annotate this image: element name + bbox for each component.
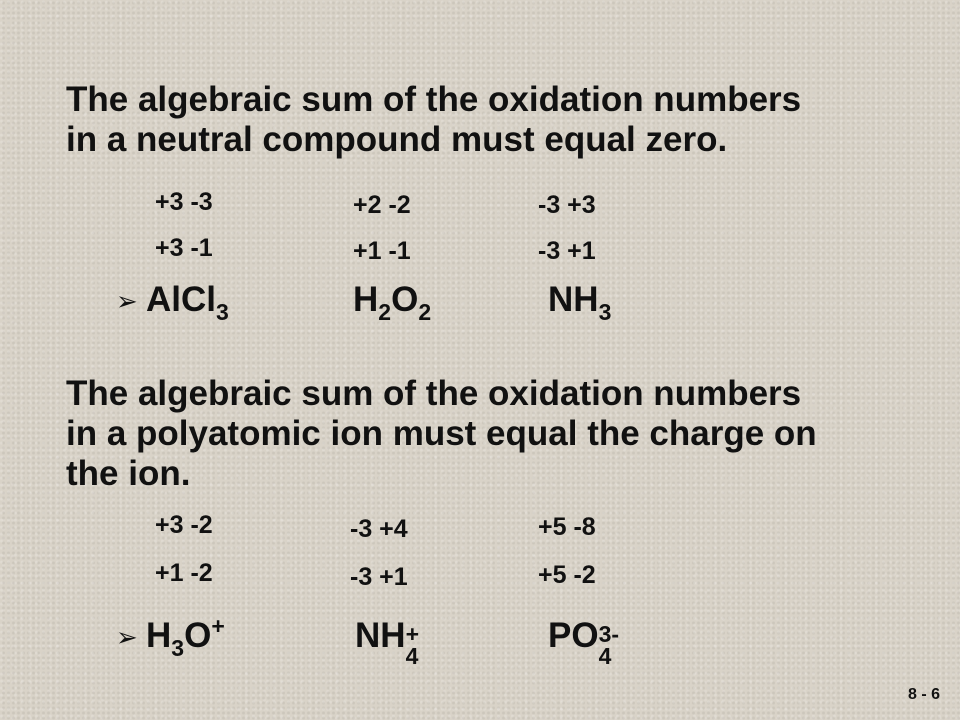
formula-nh4-plus: NH + 4 [355, 616, 419, 669]
nh4-mid-oxidation: -3 +1 [350, 563, 408, 591]
formula-alcl3 [146, 280, 229, 325]
arrow-bullet-icon-2: ➢ [116, 622, 138, 652]
nh3-subscript: 3 [598, 299, 612, 325]
alcl3-top-oxidation: +3 -3 [155, 188, 213, 216]
h2o2-mid-oxidation: +1 -1 [353, 237, 411, 265]
formula-po4-3minus: PO 3- 4 [548, 616, 620, 669]
h2o2-subscript-2: 2 [418, 299, 432, 325]
po4-base: PO [548, 616, 599, 655]
formula-h3o-plus [146, 613, 225, 661]
nh3-base: NH [548, 280, 599, 319]
h3o-base-o: O [184, 616, 212, 655]
h2o2-base-h: H [353, 280, 379, 319]
arrow-bullet-icon: ➢ [116, 286, 138, 316]
nh3-top-oxidation: -3 +3 [538, 191, 596, 219]
nh4-base: NH [355, 616, 406, 655]
alcl3-subscript: 3 [216, 299, 229, 325]
rule-neutral-line-1: The algebraic sum of the oxidation numbers [66, 80, 802, 119]
h3o-charge: + [211, 613, 225, 639]
rule-neutral-line-2: in a neutral compound must equal zero. [66, 120, 728, 159]
slide-number: 8 - 6 [908, 686, 941, 703]
nh4-top-oxidation: -3 +4 [350, 515, 408, 543]
formula-h2o2 [353, 280, 432, 325]
po4-mid-oxidation: +5 -2 [538, 561, 596, 589]
h2o2-top-oxidation: +2 -2 [353, 191, 411, 219]
h2o2-subscript-1: 2 [378, 299, 392, 325]
h3o-subscript: 3 [171, 635, 185, 661]
rule-polyatomic-line-1: The algebraic sum of the oxidation numbers [66, 374, 802, 413]
po4-top-oxidation: +5 -8 [538, 513, 596, 541]
rule-neutral-heading [66, 80, 801, 160]
rule-polyatomic-heading [66, 374, 817, 494]
rule-polyatomic-line-2: in a polyatomic ion must equal the charge on [66, 414, 817, 453]
h3o-mid-oxidation: +1 -2 [155, 559, 213, 587]
h3o-top-oxidation: +3 -2 [155, 511, 213, 539]
h3o-base-h: H [146, 616, 172, 655]
alcl3-mid-oxidation: +3 -1 [155, 234, 213, 262]
rule-polyatomic-line-3: the ion. [66, 454, 191, 493]
formula-nh3 [548, 280, 612, 325]
h2o2-base-o: O [391, 280, 419, 319]
nh3-mid-oxidation: -3 +1 [538, 237, 596, 265]
alcl3-base: AlCl [146, 280, 216, 319]
